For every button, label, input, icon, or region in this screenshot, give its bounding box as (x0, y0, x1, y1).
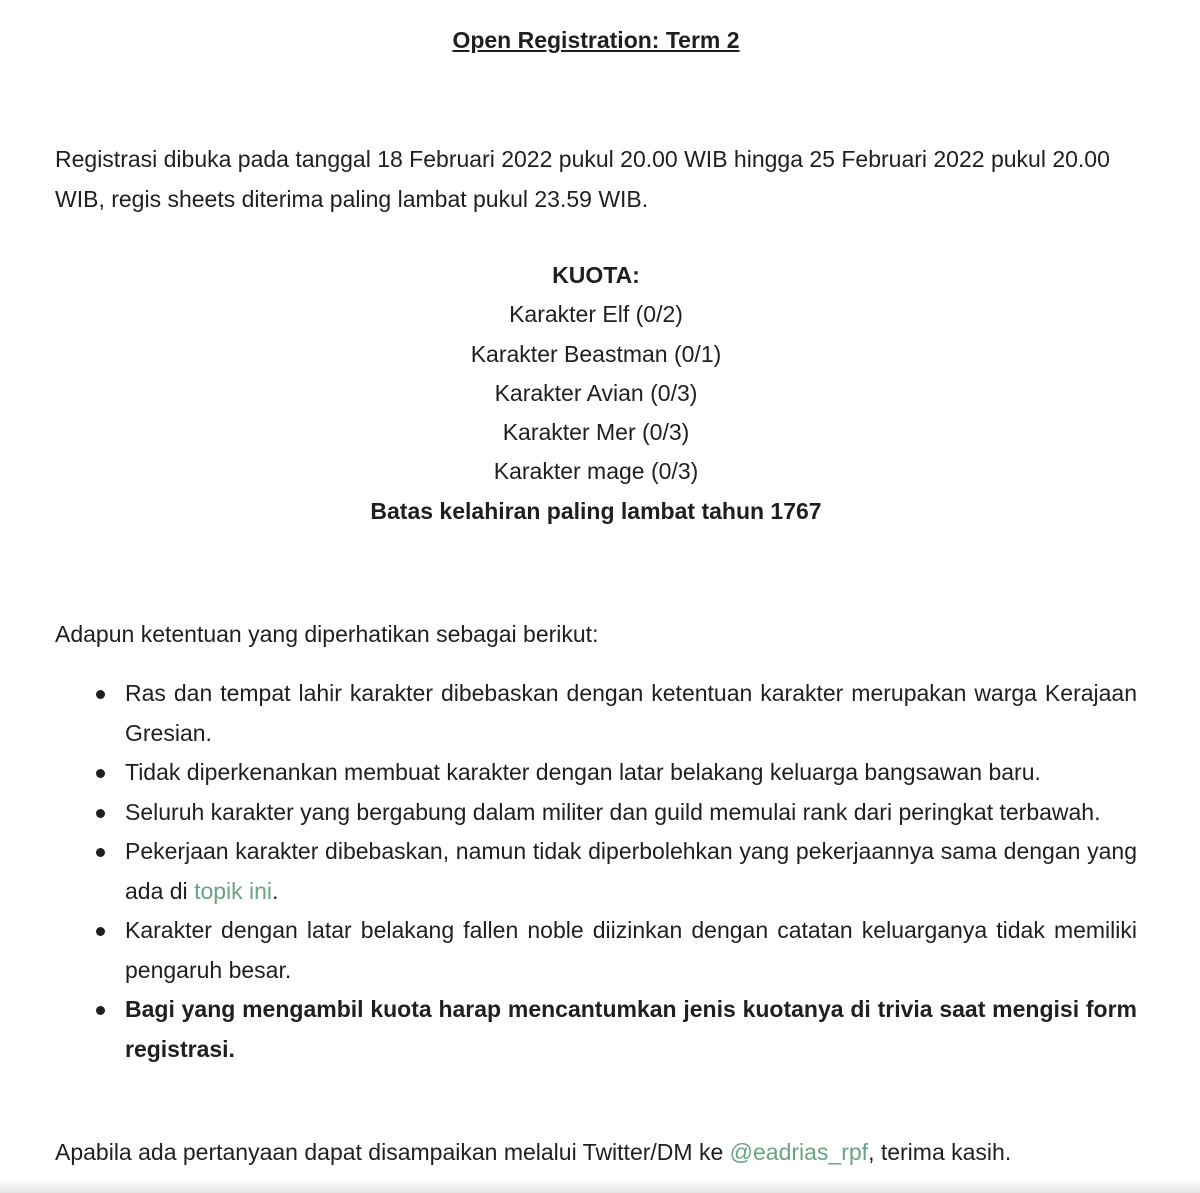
rule-text: Tidak diperkenankan membuat karakter dengan latar belakang keluarga bangsawan baru. (125, 759, 1041, 785)
bullet-icon (96, 769, 105, 778)
bullet-icon (96, 848, 105, 857)
bullet-icon (96, 809, 105, 818)
topic-link[interactable]: topik ini (194, 877, 273, 904)
bullet-icon (96, 1006, 105, 1015)
rule-item (55, 753, 1137, 793)
page-title: Open Registration: Term 2 (452, 27, 740, 53)
contact-footer (55, 1132, 1137, 1172)
footer-text: Apabila ada pertanyaan dapat disampaikan melalui Twitter/DM ke (55, 1139, 730, 1165)
bullet-icon (96, 927, 105, 936)
quota-item-avian: Karakter Avian (0/3) (494, 379, 698, 406)
quota-section (55, 256, 1137, 531)
footer-text-end: , terima kasih. (868, 1139, 1012, 1165)
bottom-edge-shadow (0, 1179, 1200, 1193)
registration-period-text: Registrasi dibuka pada tanggal 18 Februari 2022 pukul 20.00 WIB hingga 25 Februari 2022 pukul 20.00 WIB, regis sheets diterima paling lambat pukul 23.59 WIB. (55, 146, 1110, 212)
rule-text-end: . (272, 877, 279, 904)
rule-item (55, 793, 1137, 833)
rule-item (55, 674, 1137, 753)
rule-item (55, 832, 1137, 911)
rule-item-important (55, 990, 1137, 1069)
rule-text: Ras dan tempat lahir karakter dibebaskan dengan ketentuan karakter merupakan warga Kerajaan Gresian. (125, 680, 1137, 746)
rule-text: Seluruh karakter yang bergabung dalam militer dan guild memulai rank dari peringkat terbawah. (125, 798, 1101, 825)
quota-item-elf: Karakter Elf (0/2) (509, 301, 683, 328)
rule-text: Bagi yang mengambil kuota harap mencantumkan jenis kuotanya di trivia saat mengisi form registrasi. (125, 996, 1137, 1062)
rule-text: Pekerjaan karakter dibebaskan, namun tidak diperbolehkan yang pekerjaannya sama dengan yang ada di (125, 838, 1137, 904)
rules-list (55, 674, 1137, 1069)
quota-item-mage: Karakter mage (0/3) (493, 458, 699, 485)
bullet-icon (96, 690, 105, 699)
quota-item-mer: Karakter Mer (0/3) (502, 419, 690, 446)
twitter-handle-link[interactable]: @eadrias_rpf (729, 1139, 869, 1165)
quota-heading: KUOTA: (552, 262, 640, 288)
birth-limit-text: Batas kelahiran paling lambat tahun 1767 (370, 497, 822, 524)
rule-text: Karakter dengan latar belakang fallen noble diizinkan dengan catatan keluarganya tidak memiliki pengaruh besar. (125, 917, 1137, 983)
rule-item (55, 911, 1137, 990)
quota-item-beastman: Karakter Beastman (0/1) (470, 340, 722, 367)
rules-intro-text: Adapun ketentuan yang diperhatikan sebagai berikut: (55, 621, 599, 647)
